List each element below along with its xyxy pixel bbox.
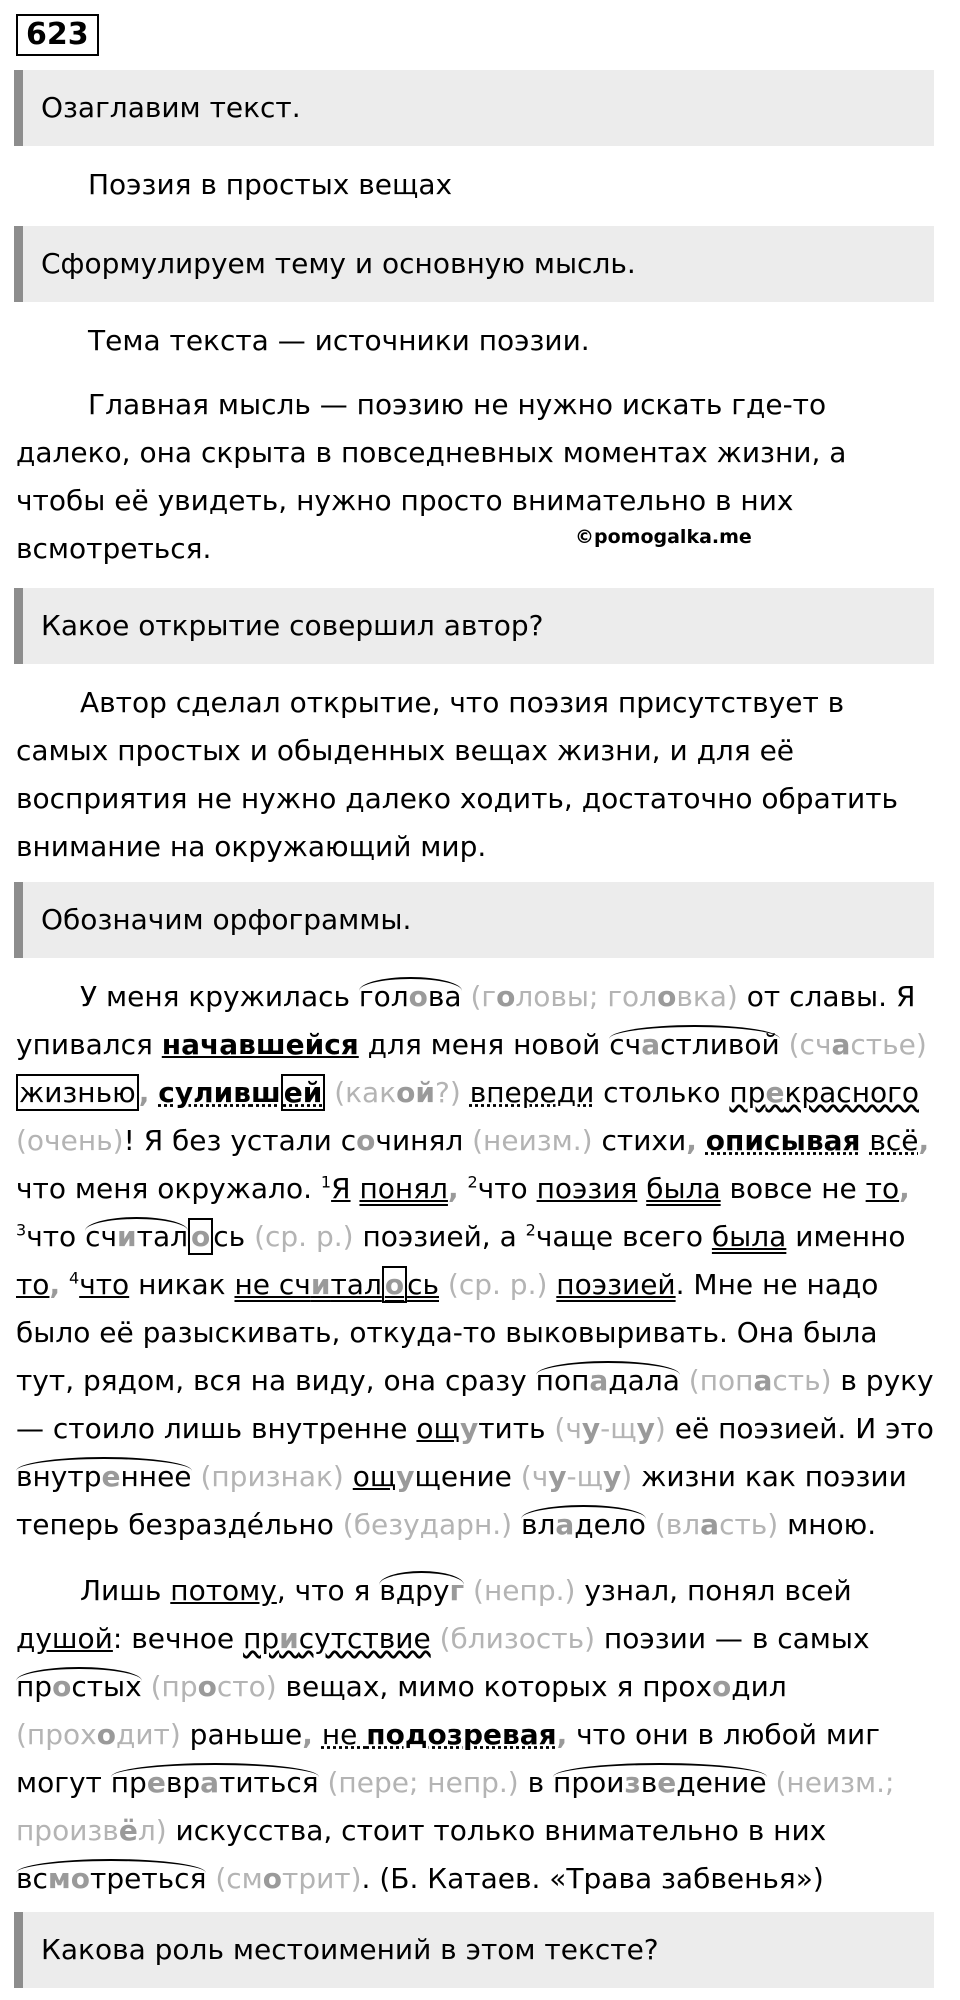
text-line-18: произвёл) искусства, стоит только внимательно в них <box>16 1814 827 1847</box>
main-idea-line: чтобы её увидеть, нужно просто внимательно в них <box>16 484 794 517</box>
discovery-line: самых простых и обыденных вещах жизни, и для её <box>16 734 795 767</box>
text-line-3: жизнью , суливш ей (какой?) впереди столько прекрасного <box>16 1076 919 1109</box>
discovery-line: внимание на окружающий мир. <box>16 830 487 863</box>
text-line-14: душой: вечное присутствие (близость) поэзии — в самых <box>16 1622 870 1655</box>
discovery-line: Автор сделал открытие, что поэзия присутствует в <box>80 686 845 719</box>
watermark: ©pomogalka.me <box>575 526 752 548</box>
text-line-1: У меня кружилась голова (головы; головка) от славы. Я <box>80 980 915 1013</box>
text-line-4: (очень)! Я без устали сочинял (неизм.) стихи, описывая всё, <box>16 1124 930 1157</box>
exercise-number: 623 <box>16 14 99 56</box>
text-line-19: всмотреться (смотрит). (Б. Катаев. «Трава забвенья») <box>16 1862 824 1895</box>
text-line-6: $^3$что считал о сь (ср. р.) поэзией, а $^2$чаще всего была именно <box>16 1220 906 1253</box>
question-pronouns: Какова роль местоимений в этом тексте? <box>14 1912 934 1988</box>
main-idea-line: всмотреться. <box>16 532 212 565</box>
main-idea-line: далеко, она скрыта в повседневных моментах жизни, а <box>16 436 847 469</box>
main-idea-line: Главная мысль — поэзию не нужно искать где-то <box>88 388 827 421</box>
text-line-9: тут, рядом, вся на виду, она сразу попадала (попасть) в руку <box>16 1364 934 1397</box>
question-title: Озаглавим текст. <box>14 70 934 146</box>
title-answer: Поэзия в простых вещах <box>88 168 453 201</box>
text-line-2: упивался начавшейся для меня новой счастливой (счастье) <box>16 1028 927 1061</box>
text-line-16: (проходит) раньше, не подозревая, что они в любой миг <box>16 1718 880 1751</box>
question-theme: Сформулируем тему и основную мысль. <box>14 226 934 302</box>
text-line-10: — стоило лишь внутренне ощутить (чу-щу) её поэзией. И это <box>16 1412 934 1445</box>
text-line-17: могут превратиться (пере; непр.) в произведение (неизм.; <box>16 1766 895 1799</box>
question-orthograms: Обозначим орфограммы. <box>14 882 934 958</box>
discovery-line: восприятия не нужно далеко ходить, достаточно обратить <box>16 782 899 815</box>
text-line-11: внутреннее (признак) ощущение (чу-щу) жизни как поэзии <box>16 1460 907 1493</box>
text-line-15: простых (просто) вещах, мимо которых я проходил <box>16 1670 787 1703</box>
question-discovery: Какое открытие совершил автор? <box>14 588 934 664</box>
text-line-5: что меня окружало. $^1$Я понял, $^2$что поэзия была вовсе не то, <box>16 1172 910 1205</box>
text-line-7: то, $^4$что никак не считал о сь (ср. р.) поэзией. Мне не надо <box>16 1268 879 1301</box>
theme-text: Тема текста — источники поэзии. <box>88 324 590 357</box>
text-line-8: было её разыскивать, откуда-то выковыривать. Она была <box>16 1316 878 1349</box>
text-line-13: Лишь потому, что я вдруг (непр.) узнал, понял всей <box>80 1574 852 1607</box>
text-line-12: теперь безразде́льно (безударн.) владело (власть) мною. <box>16 1508 876 1541</box>
